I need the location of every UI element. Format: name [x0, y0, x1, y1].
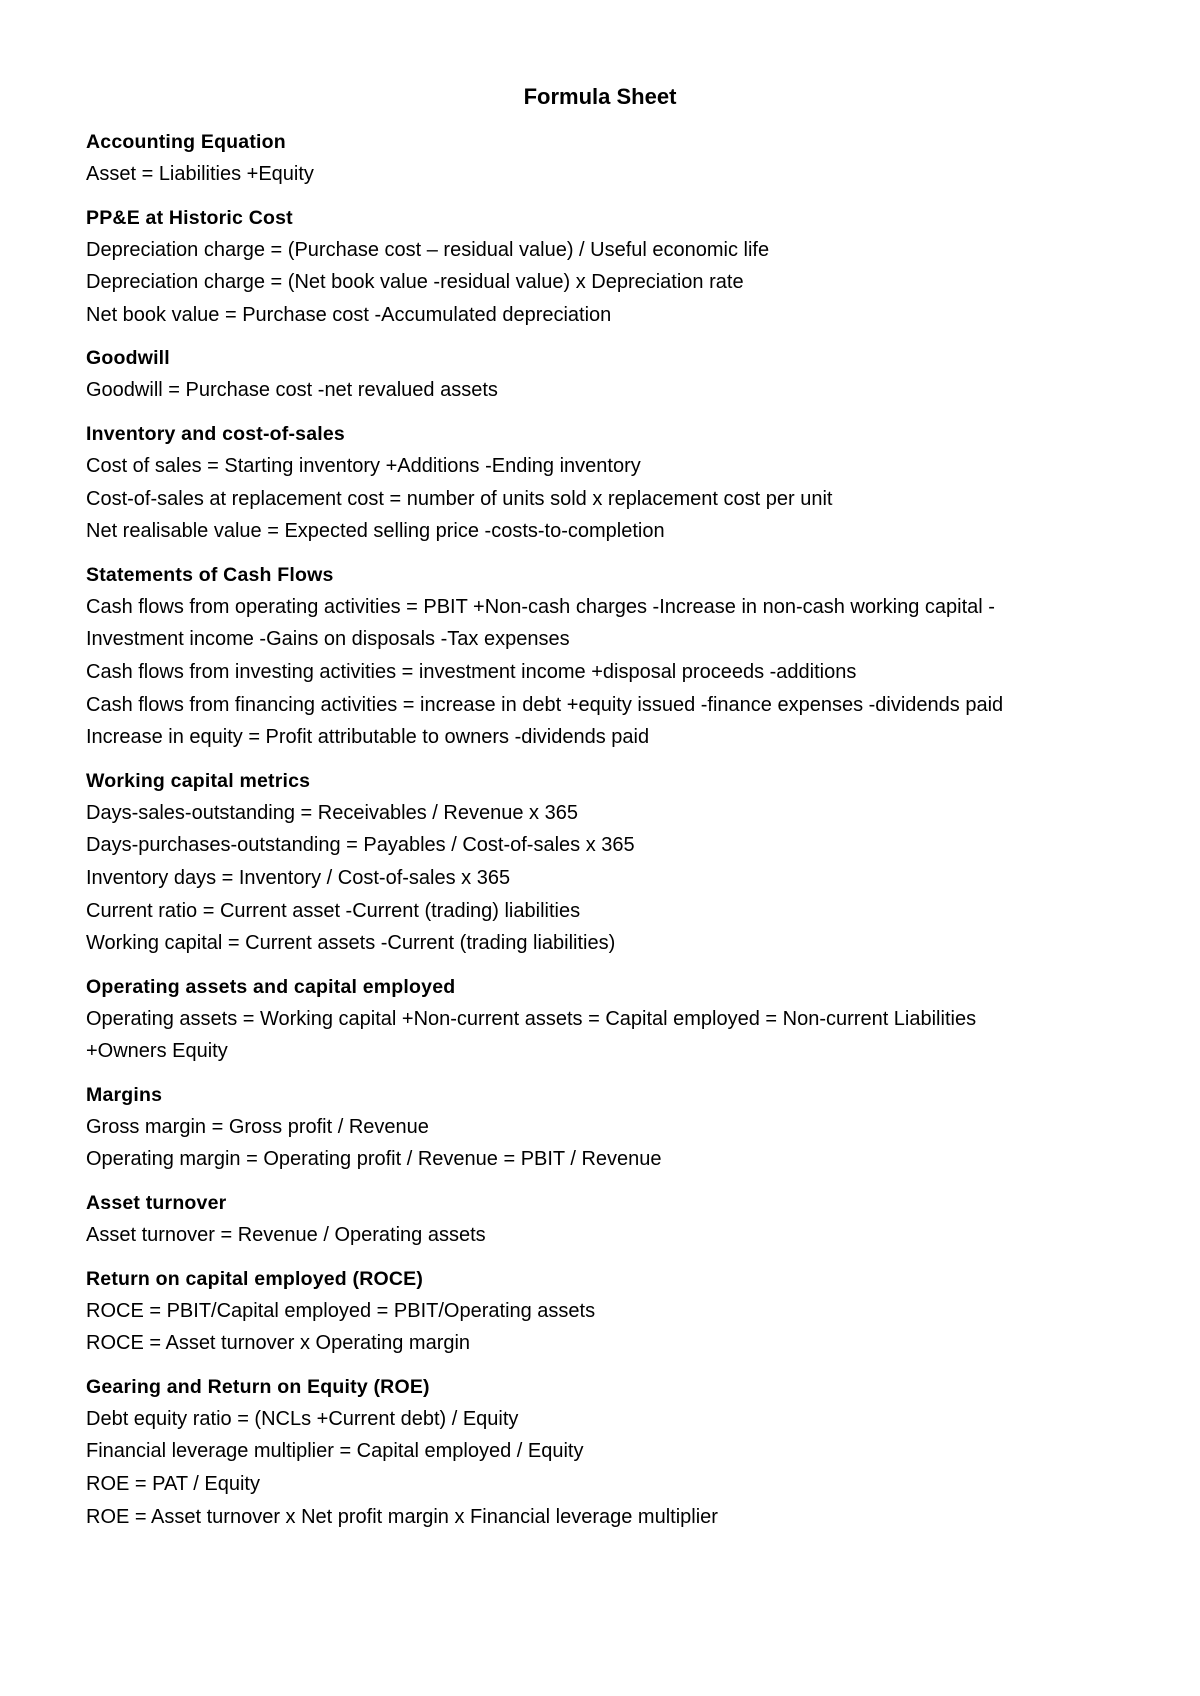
- formula-line: Cash flows from operating activities = PBIT +Non-cash charges -Increase in non-cash working capital -: [86, 595, 995, 618]
- formula-line: Cash flows from financing activities = increase in debt +equity issued -finance expenses -dividends paid: [86, 693, 1004, 716]
- section-heading: PP&E at Historic Cost: [86, 206, 293, 229]
- formula-list: [86, 126, 1126, 1544]
- formula-line: Inventory days = Inventory / Cost-of-sales x 365: [86, 866, 511, 889]
- section-roce: [86, 1263, 1126, 1360]
- formula-line: Investment income -Gains on disposals -Tax expenses: [86, 628, 570, 651]
- formula-line: Goodwill = Purchase cost -net revalued assets: [86, 379, 498, 402]
- section-heading: Statements of Cash Flows: [86, 563, 334, 586]
- formula-line: Financial leverage multiplier = Capital employed / Equity: [86, 1440, 584, 1463]
- formula-line: Cost-of-sales at replacement cost = number of units sold x replacement cost per unit: [86, 487, 833, 510]
- formula-line: ROCE = PBIT/Capital employed = PBIT/Operating assets: [86, 1299, 596, 1322]
- section-inventory: [86, 418, 1126, 548]
- section-asset-turnover: [86, 1187, 1126, 1252]
- formula-line: Cash flows from investing activities = investment income +disposal proceeds -additions: [86, 660, 857, 683]
- section-margins: [86, 1079, 1126, 1176]
- section-operating-assets: [86, 971, 1126, 1068]
- formula-line: Working capital = Current assets -Current (trading liabilities): [86, 932, 616, 955]
- formula-line: ROCE = Asset turnover x Operating margin: [86, 1332, 471, 1355]
- section-heading: Working capital metrics: [86, 769, 311, 792]
- section-accounting-equation: [86, 126, 1126, 191]
- section-gearing-roe: [86, 1371, 1126, 1533]
- section-heading: Operating assets and capital employed: [86, 975, 456, 998]
- section-heading: Margins: [86, 1083, 163, 1106]
- formula-line: Depreciation charge = (Net book value -residual value) x Depreciation rate: [86, 271, 744, 294]
- formula-line: Days-purchases-outstanding = Payables / Cost-of-sales x 365: [86, 834, 635, 857]
- section-working-capital: [86, 765, 1126, 960]
- formula-line: ROE = PAT / Equity: [86, 1473, 260, 1496]
- section-heading: Gearing and Return on Equity (ROE): [86, 1375, 430, 1398]
- formula-line: Operating margin = Operating profit / Revenue = PBIT / Revenue: [86, 1148, 662, 1171]
- section-heading: Return on capital employed (ROCE): [86, 1267, 424, 1290]
- section-heading: Accounting Equation: [86, 131, 286, 153]
- formula-line: Current ratio = Current asset -Current (trading) liabilities: [86, 899, 581, 922]
- formula-line: ROE = Asset turnover x Net profit margin x Financial leverage multiplier: [86, 1505, 718, 1528]
- formula-line: Increase in equity = Profit attributable to owners -dividends paid: [86, 726, 650, 749]
- formula-line: Operating assets = Working capital +Non-current assets = Capital employed = Non-current Liabilities: [86, 1007, 977, 1030]
- page-title: Formula Sheet: [523, 84, 677, 109]
- section-heading: Inventory and cost-of-sales: [86, 422, 345, 445]
- section-cash-flows: [86, 559, 1126, 754]
- formula-line: Depreciation charge = (Purchase cost – residual value) / Useful economic life: [86, 238, 770, 261]
- formula-line: Asset = Liabilities +Equity: [86, 163, 314, 185]
- formula-line: Gross margin = Gross profit / Revenue: [86, 1115, 429, 1138]
- formula-line: Cost of sales = Starting inventory +Additions -Ending inventory: [86, 454, 641, 477]
- formula-line: Net book value = Purchase cost -Accumulated depreciation: [86, 303, 612, 326]
- section-heading: Goodwill: [86, 347, 170, 370]
- formula-line: Asset turnover = Revenue / Operating assets: [86, 1224, 486, 1247]
- section-goodwill: [86, 342, 1126, 407]
- section-ppe-historic-cost: [86, 202, 1126, 332]
- formula-line: Net realisable value = Expected selling price -costs-to-completion: [86, 520, 665, 543]
- section-heading: Asset turnover: [86, 1192, 227, 1215]
- formula-line: Debt equity ratio = (NCLs +Current debt) / Equity: [86, 1407, 519, 1430]
- formula-line: +Owners Equity: [86, 1040, 228, 1063]
- formula-line: Days-sales-outstanding = Receivables / Revenue x 365: [86, 801, 578, 824]
